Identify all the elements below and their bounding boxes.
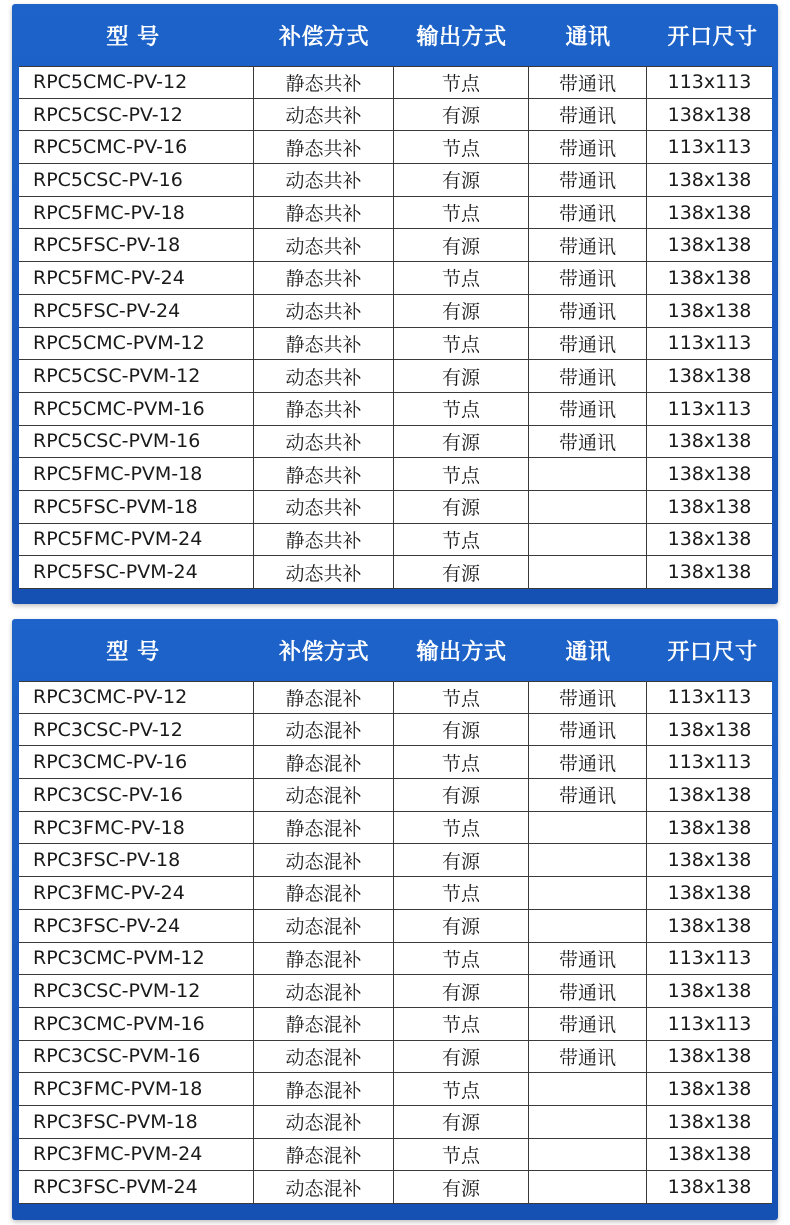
- cell-model: RPC3CSC-PV-12: [19, 714, 254, 746]
- table-row: [19, 975, 772, 1008]
- table-row: [19, 360, 772, 393]
- cell-compensation: 动态共补: [254, 164, 394, 196]
- cell-cutout-size: 138x138: [667, 1078, 752, 1101]
- cell-compensation: 静态共补: [254, 67, 394, 98]
- table-row: [19, 746, 772, 779]
- cell-model: RPC3FMC-PVM-24: [19, 1139, 254, 1171]
- cell-model: RPC3CMC-PVM-16: [19, 1008, 254, 1040]
- cell-communication: [529, 877, 647, 909]
- cell-communication: [529, 1073, 647, 1105]
- cell-compensation: 动态共补: [254, 556, 394, 588]
- cell-compensation: 静态混补: [254, 1073, 394, 1105]
- table-row: [19, 328, 772, 361]
- cell-cutout-size: 138x138: [667, 528, 752, 551]
- column-header-cutout-size: 开口尺寸: [667, 24, 758, 50]
- cell-compensation: 动态混补: [254, 844, 394, 876]
- cell-communication: [529, 556, 647, 588]
- cell-cutout-size: 113x113: [667, 947, 752, 970]
- cell-cutout-size: 138x138: [667, 463, 752, 486]
- cell-model: RPC3CSC-PV-16: [19, 779, 254, 811]
- cell-cutout-size: 138x138: [667, 365, 752, 388]
- cell-cutout-size: 138x138: [667, 881, 752, 904]
- table-row: [19, 99, 772, 132]
- cell-model: RPC5CSC-PV-12: [19, 99, 254, 131]
- cell-model: RPC5CMC-PVM-16: [19, 393, 254, 425]
- cell-compensation: 静态共补: [254, 262, 394, 294]
- cell-communication: [529, 524, 647, 556]
- cell-communication: 带通讯: [529, 295, 647, 327]
- cell-output: 节点: [394, 197, 529, 229]
- cell-compensation: 静态混补: [254, 682, 394, 713]
- cell-model: RPC3CSC-PVM-16: [19, 1041, 254, 1073]
- cell-compensation: 静态共补: [254, 197, 394, 229]
- column-header-compensation: 补偿方式: [278, 639, 369, 665]
- cell-cutout-size: 138x138: [667, 980, 752, 1003]
- cell-compensation: 动态混补: [254, 1106, 394, 1138]
- cell-compensation: 动态共补: [254, 491, 394, 523]
- table-row: [19, 910, 772, 943]
- cell-cutout-size: 138x138: [667, 1176, 752, 1199]
- cell-communication: 带通讯: [529, 426, 647, 458]
- table-row: [19, 1008, 772, 1041]
- cell-compensation: 动态共补: [254, 295, 394, 327]
- cell-model: RPC5FMC-PVM-24: [19, 524, 254, 556]
- cell-cutout-size: 113x113: [667, 686, 752, 709]
- table-row: [19, 262, 772, 295]
- cell-communication: [529, 1106, 647, 1138]
- table-row: [19, 164, 772, 197]
- cell-output: 有源: [394, 360, 529, 392]
- cell-compensation: 动态混补: [254, 714, 394, 746]
- table-row: [19, 458, 772, 491]
- cell-compensation: 静态共补: [254, 393, 394, 425]
- cell-cutout-size: 113x113: [667, 397, 752, 420]
- cell-cutout-size: 138x138: [667, 783, 752, 806]
- cell-model: RPC5FSC-PV-18: [19, 229, 254, 261]
- cell-model: RPC5FSC-PV-24: [19, 295, 254, 327]
- cell-compensation: 动态混补: [254, 975, 394, 1007]
- column-header-output: 输出方式: [416, 24, 507, 50]
- cell-compensation: 静态混补: [254, 877, 394, 909]
- cell-output: 节点: [394, 328, 529, 360]
- cell-model: RPC5FMC-PV-24: [19, 262, 254, 294]
- cell-communication: 带通讯: [529, 360, 647, 392]
- table-row: [19, 524, 772, 557]
- cell-communication: [529, 844, 647, 876]
- cell-cutout-size: 138x138: [667, 168, 752, 191]
- table-row: [19, 1139, 772, 1172]
- cell-model: RPC5CSC-PVM-12: [19, 360, 254, 392]
- column-header-model: 型 号: [106, 24, 160, 50]
- table-row: [19, 714, 772, 747]
- cell-output: 节点: [394, 524, 529, 556]
- column-header-model: 型 号: [106, 639, 160, 665]
- cell-cutout-size: 138x138: [667, 561, 752, 584]
- cell-output: 节点: [394, 812, 529, 844]
- cell-output: 有源: [394, 910, 529, 942]
- cell-compensation: 静态共补: [254, 328, 394, 360]
- cell-output: 有源: [394, 714, 529, 746]
- cell-communication: 带通讯: [529, 943, 647, 975]
- spec-table-panel-rpc5: [12, 4, 778, 604]
- cell-communication: 带通讯: [529, 1008, 647, 1040]
- table-row: [19, 426, 772, 459]
- cell-compensation: 静态混补: [254, 943, 394, 975]
- cell-output: 有源: [394, 491, 529, 523]
- cell-model: RPC3CMC-PV-16: [19, 746, 254, 778]
- cell-output: 节点: [394, 67, 529, 98]
- cell-communication: 带通讯: [529, 229, 647, 261]
- table-row: [19, 681, 772, 714]
- cell-output: 有源: [394, 295, 529, 327]
- cell-compensation: 动态共补: [254, 229, 394, 261]
- cell-compensation: 动态共补: [254, 99, 394, 131]
- cell-output: 节点: [394, 943, 529, 975]
- cell-compensation: 静态混补: [254, 746, 394, 778]
- cell-output: 有源: [394, 844, 529, 876]
- cell-communication: [529, 910, 647, 942]
- cell-model: RPC3FSC-PV-18: [19, 844, 254, 876]
- cell-model: RPC5CMC-PVM-12: [19, 328, 254, 360]
- table-row: [19, 1073, 772, 1106]
- cell-communication: [529, 1139, 647, 1171]
- cell-output: 有源: [394, 1171, 529, 1203]
- cell-output: 节点: [394, 746, 529, 778]
- cell-communication: [529, 1171, 647, 1203]
- cell-cutout-size: 138x138: [667, 430, 752, 453]
- cell-output: 节点: [394, 131, 529, 163]
- cell-model: RPC5CSC-PVM-16: [19, 426, 254, 458]
- cell-cutout-size: 138x138: [667, 816, 752, 839]
- cell-compensation: 静态混补: [254, 812, 394, 844]
- table-row: [19, 295, 772, 328]
- cell-cutout-size: 138x138: [667, 914, 752, 937]
- cell-compensation: 动态混补: [254, 910, 394, 942]
- column-header-communication: 通讯: [565, 639, 611, 665]
- cell-model: RPC3CMC-PV-12: [19, 682, 254, 713]
- cell-model: RPC3CMC-PVM-12: [19, 943, 254, 975]
- cell-model: RPC3CSC-PVM-12: [19, 975, 254, 1007]
- cell-output: 有源: [394, 975, 529, 1007]
- cell-communication: [529, 812, 647, 844]
- column-header-cutout-size: 开口尺寸: [667, 639, 758, 665]
- cell-cutout-size: 138x138: [667, 849, 752, 872]
- cell-output: 有源: [394, 779, 529, 811]
- cell-output: 有源: [394, 426, 529, 458]
- table-row: [19, 66, 772, 99]
- cell-output: 有源: [394, 556, 529, 588]
- cell-model: RPC5CMC-PV-12: [19, 67, 254, 98]
- cell-output: 有源: [394, 164, 529, 196]
- cell-output: 有源: [394, 1041, 529, 1073]
- cell-communication: 带通讯: [529, 746, 647, 778]
- cell-communication: 带通讯: [529, 975, 647, 1007]
- table-row: [19, 844, 772, 877]
- table-header: [12, 4, 778, 66]
- cell-communication: 带通讯: [529, 1041, 647, 1073]
- table-row: [19, 1171, 772, 1204]
- cell-model: RPC5CSC-PV-16: [19, 164, 254, 196]
- cell-compensation: 静态混补: [254, 1008, 394, 1040]
- cell-compensation: 静态混补: [254, 1139, 394, 1171]
- table-row: [19, 491, 772, 524]
- column-header-communication: 通讯: [565, 24, 611, 50]
- cell-communication: [529, 458, 647, 490]
- cell-output: 节点: [394, 1139, 529, 1171]
- cell-cutout-size: 138x138: [667, 718, 752, 741]
- cell-compensation: 动态混补: [254, 779, 394, 811]
- cell-output: 节点: [394, 877, 529, 909]
- cell-compensation: 动态共补: [254, 426, 394, 458]
- cell-model: RPC5FSC-PVM-24: [19, 556, 254, 588]
- cell-communication: 带通讯: [529, 779, 647, 811]
- cell-cutout-size: 138x138: [667, 495, 752, 518]
- cell-cutout-size: 138x138: [667, 1110, 752, 1133]
- cell-communication: 带通讯: [529, 131, 647, 163]
- cell-compensation: 静态共补: [254, 131, 394, 163]
- cell-communication: 带通讯: [529, 714, 647, 746]
- cell-communication: 带通讯: [529, 99, 647, 131]
- cell-compensation: 动态混补: [254, 1041, 394, 1073]
- table-body: [19, 681, 772, 1204]
- cell-model: RPC3FMC-PV-18: [19, 812, 254, 844]
- cell-communication: 带通讯: [529, 197, 647, 229]
- cell-output: 节点: [394, 1008, 529, 1040]
- cell-compensation: 动态共补: [254, 360, 394, 392]
- cell-cutout-size: 113x113: [667, 136, 752, 159]
- table-header: [12, 619, 778, 681]
- cell-output: 有源: [394, 1106, 529, 1138]
- cell-model: RPC3FSC-PV-24: [19, 910, 254, 942]
- table-row: [19, 1041, 772, 1074]
- table-row: [19, 779, 772, 812]
- table-row: [19, 229, 772, 262]
- table-body: [19, 66, 772, 589]
- cell-output: 节点: [394, 682, 529, 713]
- cell-cutout-size: 138x138: [667, 1045, 752, 1068]
- cell-cutout-size: 138x138: [667, 1143, 752, 1166]
- cell-output: 有源: [394, 99, 529, 131]
- table-row: [19, 943, 772, 976]
- table-row: [19, 556, 772, 589]
- column-header-output: 输出方式: [416, 639, 507, 665]
- spec-table-panel-rpc3: [12, 619, 778, 1220]
- cell-communication: 带通讯: [529, 67, 647, 98]
- cell-cutout-size: 138x138: [667, 266, 752, 289]
- cell-output: 节点: [394, 393, 529, 425]
- cell-communication: 带通讯: [529, 328, 647, 360]
- cell-cutout-size: 113x113: [667, 332, 752, 355]
- cell-model: RPC3FMC-PV-24: [19, 877, 254, 909]
- cell-model: RPC5CMC-PV-16: [19, 131, 254, 163]
- cell-cutout-size: 113x113: [667, 71, 752, 94]
- table-row: [19, 197, 772, 230]
- cell-cutout-size: 113x113: [667, 1012, 752, 1035]
- cell-communication: 带通讯: [529, 682, 647, 713]
- cell-communication: [529, 491, 647, 523]
- cell-compensation: 静态共补: [254, 458, 394, 490]
- cell-model: RPC3FSC-PVM-18: [19, 1106, 254, 1138]
- table-row: [19, 393, 772, 426]
- cell-output: 节点: [394, 458, 529, 490]
- table-row: [19, 1106, 772, 1139]
- cell-cutout-size: 113x113: [667, 751, 752, 774]
- cell-output: 节点: [394, 262, 529, 294]
- cell-cutout-size: 138x138: [667, 201, 752, 224]
- column-header-compensation: 补偿方式: [278, 24, 369, 50]
- table-row: [19, 812, 772, 845]
- table-row: [19, 877, 772, 910]
- cell-output: 节点: [394, 1073, 529, 1105]
- cell-compensation: 动态混补: [254, 1171, 394, 1203]
- cell-model: RPC5FMC-PVM-18: [19, 458, 254, 490]
- cell-communication: 带通讯: [529, 262, 647, 294]
- cell-model: RPC5FSC-PVM-18: [19, 491, 254, 523]
- cell-cutout-size: 138x138: [667, 299, 752, 322]
- cell-cutout-size: 138x138: [667, 234, 752, 257]
- table-row: [19, 131, 772, 164]
- cell-compensation: 静态共补: [254, 524, 394, 556]
- cell-output: 有源: [394, 229, 529, 261]
- cell-cutout-size: 138x138: [667, 103, 752, 126]
- cell-model: RPC3FSC-PVM-24: [19, 1171, 254, 1203]
- cell-communication: 带通讯: [529, 164, 647, 196]
- cell-communication: 带通讯: [529, 393, 647, 425]
- cell-model: RPC5FMC-PV-18: [19, 197, 254, 229]
- cell-model: RPC3FMC-PVM-18: [19, 1073, 254, 1105]
